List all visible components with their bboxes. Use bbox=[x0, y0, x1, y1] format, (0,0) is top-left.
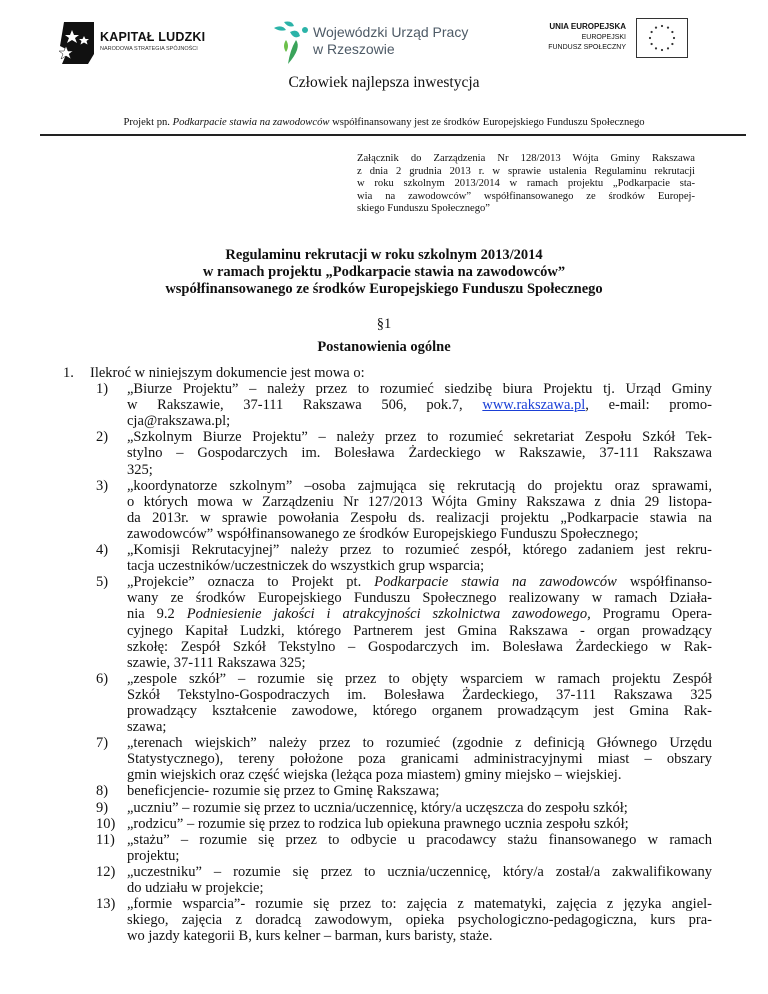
eu-star bbox=[655, 27, 657, 29]
item-line: szawie, 37-111 Rakszawa 325; bbox=[127, 654, 306, 671]
wup-name-line2: w Rzeszowie bbox=[313, 41, 395, 57]
item-line: szkołę: Zespół Szkół Tekstylno – Gospodarczych im. Bolesława Żardeckiego w Rak- bbox=[127, 638, 712, 655]
item-line: „Komisji Rekrutacyjnej” należy przez to rozumieć zespół, którego zadaniem jest rekru- bbox=[127, 542, 712, 559]
title-line: Regulaminu rekrutacji w roku szkolnym 2013/2014 bbox=[225, 247, 543, 263]
item-number: 12) bbox=[96, 863, 116, 880]
website-link[interactable]: www.rakszawa.pl bbox=[482, 397, 586, 414]
text-segment: „Projekcie” oznacza to Projekt pt. bbox=[127, 574, 375, 591]
kapital-ludzki-title: KAPITAŁ LUDZKI bbox=[100, 30, 206, 44]
item-line: „zespole szkół” – rozumie się przez to objęty wsparciem w ramach projektu Zespół bbox=[127, 670, 712, 687]
item-line: „uczniu” – rozumie się przez to ucznia/uczennicę, który/a uczęszcza do zespołu szkół; bbox=[127, 799, 628, 816]
item-line: do udziału w projekcie; bbox=[127, 880, 264, 896]
eu-star bbox=[667, 27, 669, 29]
document-title bbox=[0, 247, 768, 298]
list-item bbox=[0, 832, 768, 864]
item-number: 13) bbox=[96, 896, 116, 913]
item-number: 11) bbox=[96, 831, 115, 848]
kapital-ludzki-subtitle: NARODOWA STRATEGIA SPÓJNOŚCI bbox=[100, 46, 198, 52]
annex-line: Załącznik do Zarządzenia Nr 128/2013 Wójta Gminy Rakszawa bbox=[357, 153, 695, 164]
paragraph-mark: §1 bbox=[376, 316, 392, 332]
item-line: 325; bbox=[127, 461, 153, 478]
point-number: 1. bbox=[63, 365, 74, 381]
wup-logo bbox=[272, 18, 312, 66]
list-item bbox=[0, 478, 768, 542]
item-line: zawodowców” współfinansowanego ze środków Europejskiego Funduszu Społecznego; bbox=[127, 525, 639, 542]
eu-star bbox=[651, 43, 653, 45]
text-segment: w Rakszawie, 37-111 Rakszawa 506, pok.7, bbox=[127, 397, 483, 414]
eu-star bbox=[673, 37, 675, 39]
eu-star bbox=[655, 47, 657, 49]
eu-star bbox=[671, 43, 673, 45]
eu-star bbox=[651, 31, 653, 33]
item-line: gmin wiejskich oraz część wiejska (leżąca poza miastem) gminy miejsko – wiejskiej. bbox=[127, 767, 622, 784]
item-line: beneficjencie- rozumie się przez to Gminę Rakszawa; bbox=[127, 783, 440, 800]
wup-name-line1: Wojewódzki Urząd Pracy bbox=[313, 24, 469, 40]
motto: Człowiek najlepsza inwestycja bbox=[288, 74, 480, 91]
item-number: 9) bbox=[96, 799, 109, 816]
list-item bbox=[0, 783, 768, 799]
project-line-prefix: Projekt pn. bbox=[123, 117, 173, 128]
annex-line: w roku szkolnym 2013/2014 w ramach projektu „Podkarpacie sta- bbox=[357, 178, 695, 190]
annex-line: z dnia 2 grudnia 2013 r. w sprawie ustalenia Regulaminu rekrutacji bbox=[357, 165, 695, 177]
eu-star bbox=[661, 49, 663, 51]
item-line: prowadzący kształcenie zawodowe, którego organem prowadzącym jest Gmina Rak- bbox=[127, 702, 712, 719]
annex-line: skiego Funduszu Społecznego” bbox=[357, 203, 490, 215]
list-item bbox=[0, 381, 768, 429]
eu-label-line1: UNIA EUROPEJSKA bbox=[549, 22, 626, 31]
item-line: „koordynatorze szkolnym” –osoba zajmująca się rekrutacją do projektu oraz sprawami, bbox=[127, 477, 712, 494]
title-line: w ramach projektu „Podkarpacie stawia na zawodowców” bbox=[202, 264, 566, 280]
list-item bbox=[0, 542, 768, 574]
item-line: „Biurze Projektu” – należy przez to rozumieć siedzibę biura Projektu tj. Urząd Gminy bbox=[127, 381, 712, 398]
eu-star bbox=[671, 31, 673, 33]
project-line-suffix: współfinansowany jest ze środków Europejskiego Funduszu Społecznego bbox=[329, 117, 645, 128]
item-line: „rodzicu” – rozumie się przez to rodzica lub opiekuna prawnego ucznia zespołu szkół; bbox=[127, 815, 629, 832]
header-divider bbox=[40, 134, 746, 136]
list-item bbox=[0, 896, 768, 944]
text-segment: , e-mail: promo- bbox=[585, 397, 712, 414]
list-item bbox=[0, 574, 768, 671]
eu-star bbox=[661, 25, 663, 27]
list-item bbox=[0, 800, 768, 816]
italic-text: Podniesienie jakości i atrakcyjności szkolnictwa zawodowego, bbox=[186, 606, 591, 623]
eu-star bbox=[649, 37, 651, 39]
item-line: „formie wsparcia”- rozumie się przez to: zajęcia z matematyki, zajęcia z języka angiel- bbox=[127, 896, 712, 913]
annex-note bbox=[357, 153, 695, 216]
item-line: tacja uczestników/uczestniczek do wszystkich grup wsparcia; bbox=[127, 558, 485, 575]
item-number: 10) bbox=[96, 815, 116, 832]
eu-flag-icon bbox=[636, 18, 688, 58]
title-line: współfinansowanego ze środków Europejskiego Funduszu Społecznego bbox=[165, 281, 603, 297]
item-line: o których mowa w Zarządzeniu Nr 127/2013 Wójta Gminy Rakszawa z dnia 29 listopa- bbox=[127, 493, 712, 510]
item-line: projektu; bbox=[127, 847, 180, 864]
list-item bbox=[0, 735, 768, 783]
item-line bbox=[127, 606, 712, 622]
italic-text: Podkarpacie stawia na zawodowców bbox=[374, 574, 617, 591]
item-number: 2) bbox=[96, 429, 109, 446]
definitions-list bbox=[0, 365, 768, 944]
item-line bbox=[127, 397, 712, 413]
item-line: stylno – Gospodarczych im. Bolesława Żardeckiego w Rakszawie, 37-111 Rakszawa bbox=[127, 445, 712, 462]
item-number: 5) bbox=[96, 574, 109, 591]
item-line: „Szkolnym Biurze Projektu” – należy przez to rozumieć sekretariat Zespołu Szkół Tek- bbox=[127, 429, 712, 446]
item-line: skiego, zajęcia z doradcą zawodowym, opieka psychologiczno-pedagogiczna, kurs pra- bbox=[127, 912, 712, 929]
list-item bbox=[0, 671, 768, 735]
annex-line: wia na zawodowców” współfinansowanego ze środków Europej- bbox=[357, 190, 695, 202]
point-text: Ilekroć w niniejszym dokumencie jest mowa o: bbox=[90, 365, 365, 381]
item-number: 6) bbox=[96, 670, 109, 687]
project-line bbox=[0, 117, 768, 128]
kapital-ludzki-logo bbox=[58, 20, 98, 66]
list-item bbox=[0, 816, 768, 832]
eu-label-line2: EUROPEJSKI bbox=[581, 34, 626, 41]
text-segment: nia 9.2 bbox=[127, 606, 187, 623]
item-line bbox=[127, 574, 712, 590]
item-number: 3) bbox=[96, 477, 109, 494]
item-line: Statystycznego), tereny położone poza granicami administracyjnymi miast – obszary bbox=[127, 751, 712, 768]
eu-label-line3: FUNDUSZ SPOŁECZNY bbox=[548, 44, 626, 51]
section-title: Postanowienia ogólne bbox=[317, 339, 451, 355]
item-number: 4) bbox=[96, 542, 109, 559]
item-line: „terenach wiejskich” należy przez to rozumieć (zgodnie z definicją Głównego Urzędu bbox=[127, 735, 712, 752]
point-1 bbox=[0, 365, 768, 381]
item-line: da 2013r. w sprawie powołania Zespołu ds. realizacji projektu „Podkarpacie stawia na bbox=[127, 509, 712, 526]
text-segment: współfinanso- bbox=[616, 574, 712, 591]
item-line: „uczestniku” – rozumie się przez to ucznia/uczennicę, który/a został/a zakwalifikowany bbox=[127, 863, 712, 880]
item-line: szawa; bbox=[127, 719, 167, 736]
item-number: 8) bbox=[96, 783, 109, 800]
item-line: wo jazdy kategorii B, kurs kelner – barman, kurs baristy, staże. bbox=[127, 928, 493, 945]
eu-star bbox=[667, 47, 669, 49]
item-line: wany ze środków Europejskiego Funduszu Społecznego realizowany w ramach Działa- bbox=[127, 590, 712, 607]
project-name: Podkarpacie stawia na zawodowców bbox=[172, 117, 330, 128]
text-segment: Programu Opera- bbox=[590, 606, 713, 623]
item-number: 1) bbox=[96, 381, 109, 398]
item-line: cja@rakszawa.pl; bbox=[127, 413, 231, 430]
item-number: 7) bbox=[96, 735, 109, 752]
item-line: „stażu” – rozumie się przez to odbycie u pracodawcy stażu finansowanego w ramach bbox=[127, 831, 712, 848]
list-item bbox=[0, 864, 768, 896]
item-line: cyjnego Kapitał Ludzki, którego Partnerem jest Gmina Rakszawa - organ prowadzący bbox=[127, 622, 712, 639]
list-item bbox=[0, 429, 768, 477]
item-line: Szkół Tekstylno-Gospodraczych im. Bolesława Żardeckiego, 37-111 Rakszawa 325 bbox=[127, 686, 712, 703]
